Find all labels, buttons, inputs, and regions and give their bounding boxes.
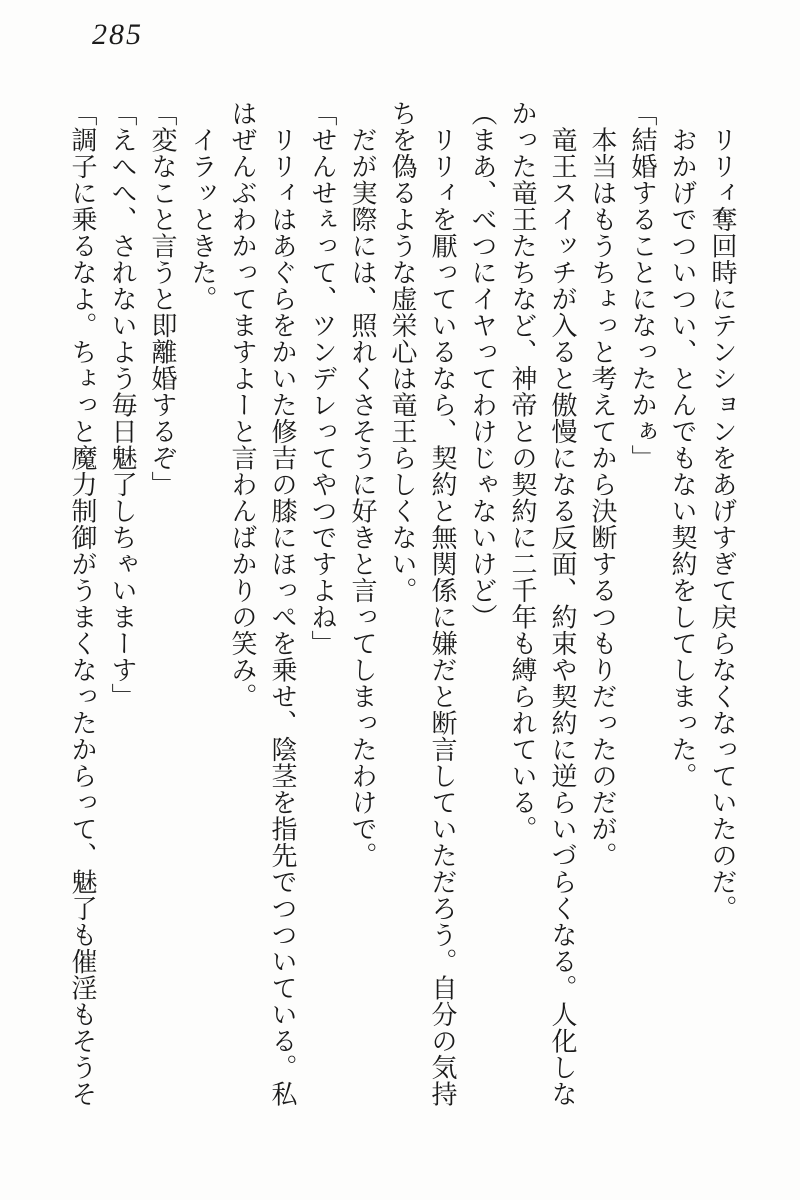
text-line: 竜王スイッチが入ると傲慢になる反面、約束や契約に逆らいづらくなる。人化しな	[548, 100, 577, 1107]
text-line: はぜんぶわかってますよーと言わんばかりの笑み。	[228, 100, 257, 710]
text-line: 本当はもうちょっと考えてから決断するつもりだったのだが。	[588, 100, 617, 869]
text-line: 「せんせぇって、ツンデレってやつですよね」	[308, 100, 337, 657]
text-line: 「えへへ、されないよう毎日魅了しちゃいまーす」	[108, 100, 137, 710]
text-line: 「調子に乗るなよ。ちょっと魔力制御がうまくなったからって、魅了も催淫もそうそ	[68, 100, 97, 1107]
text-line: おかげでついつい、とんでもない契約をしてしまった。	[668, 100, 697, 789]
page-number: 285	[92, 18, 143, 51]
text-line: リリィはあぐらをかいた修吉の膝にほっぺを乗せ、陰茎を指先でつついている。私	[268, 100, 297, 1107]
text-line: ちを偽るような虚栄心は竜王らしくない。	[388, 100, 417, 604]
vertical-text-block	[60, 100, 742, 1130]
text-line: イラッときた。	[188, 100, 217, 312]
text-line: 「変なこと言うと即離婚するぞ」	[148, 100, 177, 498]
text-line: かった竜王たちなど、神帝との契約に二千年も縛られている。	[508, 100, 537, 842]
text-line: 「結婚することになったかぁ」	[628, 100, 657, 471]
text-line: リリィ奪回時にテンションをあげすぎて戻らなくなっていたのだ。	[708, 100, 737, 922]
text-line: リリィを厭っているなら、契約と無関係に嫌だと断言していただろう。自分の気持	[428, 100, 457, 1107]
text-line: （まあ、べつにイヤってわけじゃないけど）	[468, 100, 497, 630]
text-line: だが実際には、照れくさそうに好きと言ってしまったわけで。	[348, 100, 377, 869]
